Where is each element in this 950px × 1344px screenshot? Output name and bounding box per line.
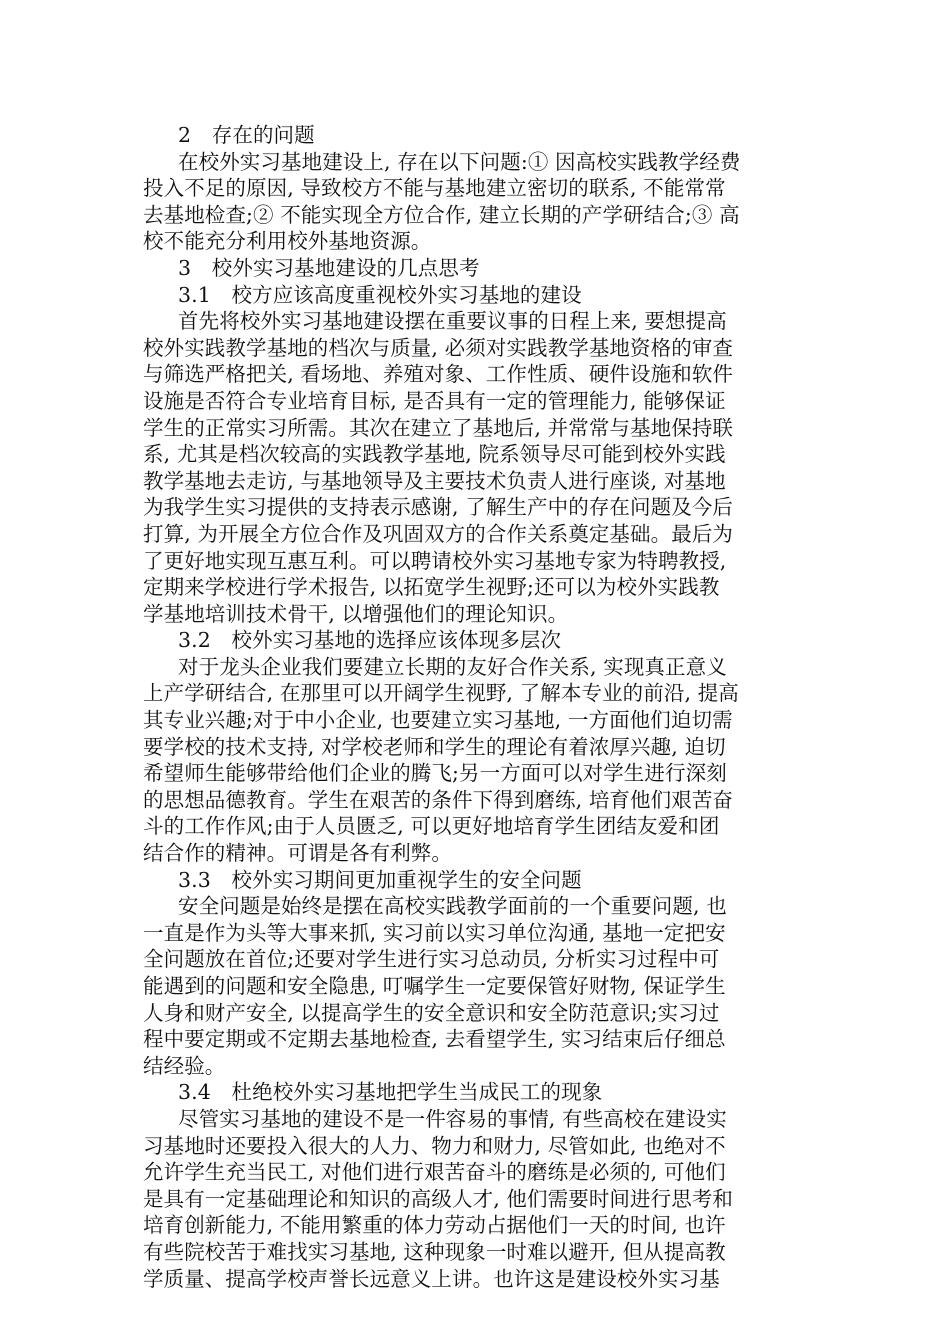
text-line: 3.1 校方应该高度重视校外实习基地的建设 — [178, 282, 582, 307]
text-line: 安全问题是始终是摆在高校实践教学面前的一个重要问题, 也 — [178, 894, 727, 919]
text-line: 设施是否符合专业培育目标, 是否具有一定的管理能力, 能够保证 — [143, 388, 726, 413]
text-line: 全问题放在首位;还要对学生进行实习总动员, 分析实习过程中可 — [143, 947, 720, 972]
text-line: 培育创新能力, 不能用繁重的体力劳动占据他们一天的时间, 也许 — [143, 1213, 726, 1238]
text-line: 程中要定期或不定期去基地检查, 去看望学生, 实习结束后仔细总 — [143, 1027, 726, 1052]
text-line: 定期来学校进行学术报告, 以拓宽学生视野;还可以为校外实践教 — [143, 575, 720, 600]
text-line: 教学基地去走访, 与基地领导及主要技术负责人进行座谈, 对基地 — [143, 468, 726, 493]
text-line: 习基地时还要投入很大的人力、物力和财力, 尽管如此, 也绝对不 — [143, 1133, 726, 1158]
text-line: 允许学生充当民工, 对他们进行艰苦奋斗的磨练是必须的, 可他们 — [143, 1160, 726, 1185]
text-line: 投入不足的原因, 导致校方不能与基地建立密切的联系, 不能常常 — [143, 176, 726, 201]
text-line: 校不能充分利用校外基地资源。 — [143, 229, 432, 254]
text-line: 人身和财产安全, 以提高学生的安全意识和安全防范意识;实习过 — [143, 1000, 720, 1025]
text-line: 的思想品德教育。学生在艰苦的条件下得到磨练, 培育他们艰苦奋 — [143, 787, 734, 812]
text-line: 首先将校外实习基地建设摆在重要议事的日程上来, 要想提高 — [178, 309, 727, 334]
text-line: 其专业兴趣;对于中小企业, 也要建立实习基地, 一方面他们迫切需 — [143, 708, 733, 733]
text-line: 对于龙头企业我们要建立长期的友好合作关系, 实现真正意义 — [178, 654, 727, 679]
text-line: 能遇到的问题和安全隐患, 叮嘱学生一定要保管好财物, 保证学生 — [143, 974, 726, 998]
text-line: 有些院校苦于难找实习基地, 这种现象一时难以避开, 但从提高教 — [143, 1239, 726, 1264]
text-line: 打算, 为开展全方位合作及巩固双方的合作关系奠定基础。最后为 — [143, 521, 734, 546]
text-line: 去基地检查;② 不能实现全方位合作, 建立长期的产学研结合;③ 高 — [143, 202, 740, 227]
text-line: 上产学研结合, 在那里可以开阔学生视野, 了解本专业的前沿, 提高 — [143, 681, 739, 706]
text-line: 学生的正常实习所需。其次在建立了基地后, 并常常与基地保持联 — [143, 415, 734, 440]
text-line: 2 存在的问题 — [178, 123, 315, 147]
text-line: 学基地培训技术骨干, 以增强他们的理论知识。 — [143, 601, 569, 626]
text-line: 系, 尤其是档次较高的实践教学基地, 院系领导尽可能到校外实践 — [143, 442, 726, 467]
text-line: 是具有一定基础理论和知识的高级人才, 他们需要时间进行思考和 — [143, 1186, 734, 1211]
text-line: 3.4 杜绝校外实习基地把学生当成民工的现象 — [178, 1080, 603, 1105]
text-line: 在校外实习基地建设上, 存在以下问题:① 因高校实践教学经费 — [178, 149, 741, 174]
text-line: 3.3 校外实习期间更加重视学生的安全问题 — [178, 867, 582, 892]
text-line: 3 校外实习基地建设的几点思考 — [178, 255, 480, 280]
text-line: 学质量、提高学校声誉长远意义上讲。也许这是建设校外实习基 — [143, 1266, 720, 1291]
text-line: 尽管实习基地的建设不是一件容易的事情, 有些高校在建设实 — [178, 1106, 727, 1131]
text-line: 为我学生实习提供的支持表示感谢, 了解生产中的存在问题及今后 — [143, 495, 734, 520]
text-line: 结经验。 — [143, 1053, 226, 1078]
text-line: 要学校的技术支持, 对学校老师和学生的理论有着浓厚兴趣, 迫切 — [143, 734, 726, 759]
text-line: 与筛选严格把关, 看场地、养殖对象、工作性质、硬件设施和软件 — [143, 362, 734, 387]
text-line: 斗的工作作风;由于人员匮乏, 可以更好地培育学生团结友爱和团 — [143, 814, 720, 839]
text-line: 结合作的精神。可谓是各有利弊。 — [143, 841, 452, 866]
text-line: 校外实践教学基地的档次与质量, 必须对实践教学基地资格的审查 — [143, 335, 734, 360]
text-line: 3.2 校外实习基地的选择应该体现多层次 — [178, 628, 562, 653]
document-body — [143, 122, 798, 1292]
text-line: 一直是作为头等大事来抓, 实习前以实习单位沟通, 基地一定把安 — [143, 920, 726, 945]
text-line: 了更好地实现互惠互利。可以聘请校外实习基地专家为特聘教授, — [143, 548, 727, 573]
text-line: 希望师生能够带给他们企业的腾飞;另一方面可以对学生进行深刻 — [143, 761, 727, 786]
